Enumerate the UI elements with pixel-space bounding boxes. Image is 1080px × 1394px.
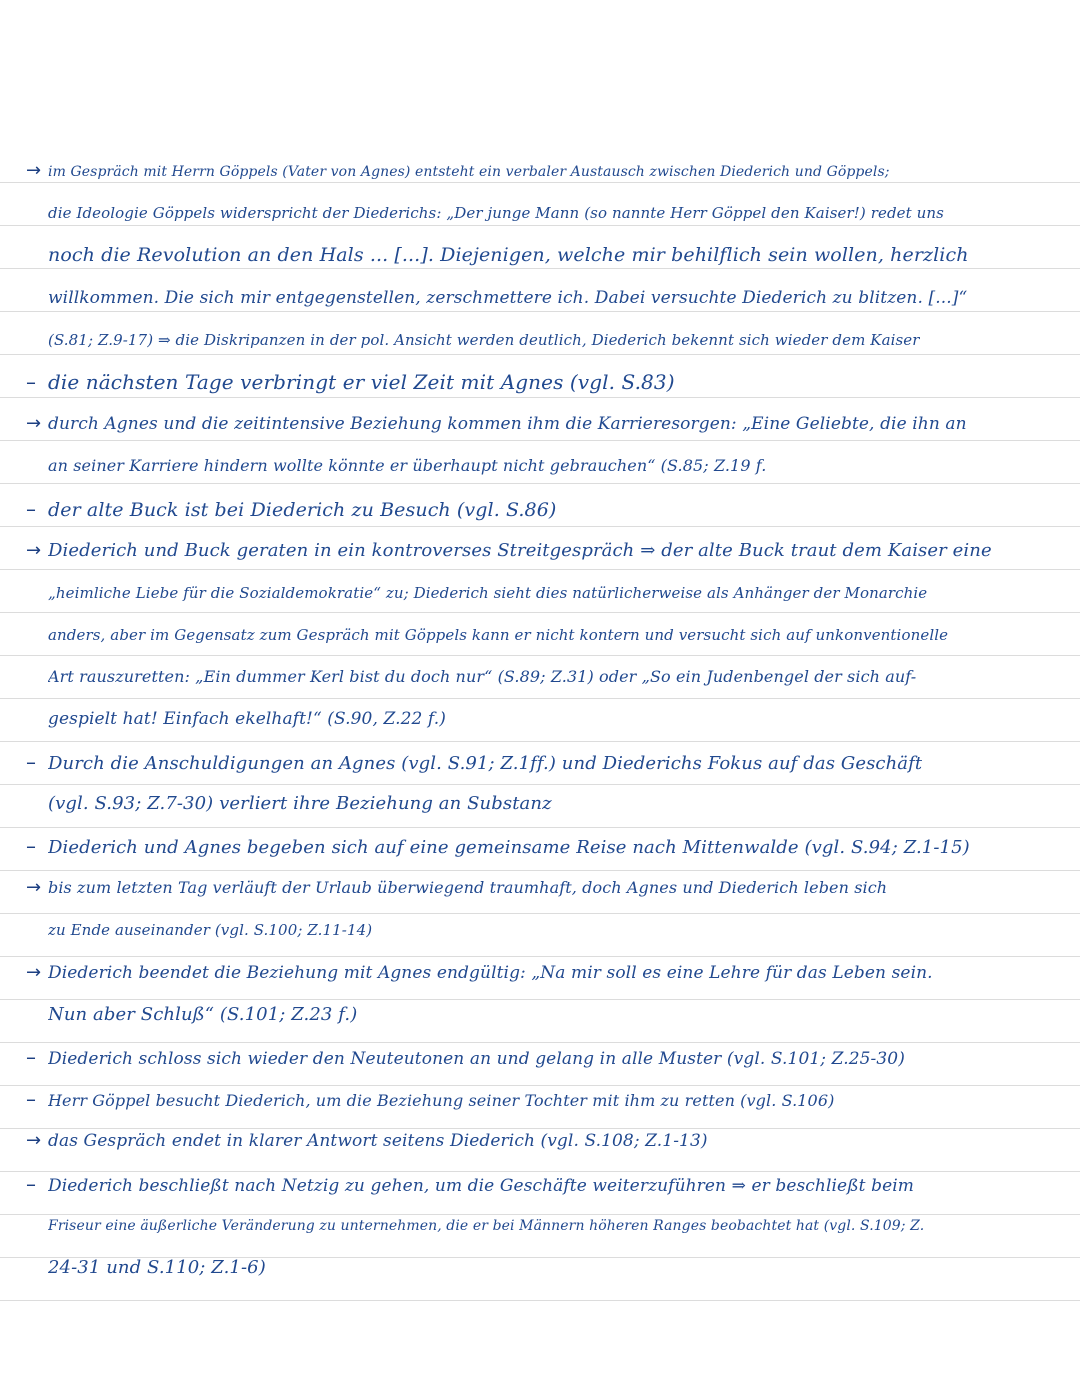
note-line [26, 572, 1066, 614]
note-text: (S.81; Z.9-17) ⇒ die Diskripanzen in der pol. Ansicht werden deutlich, Diederich bekennt sich wieder dem Kaiser [48, 330, 920, 349]
note-line [26, 825, 1066, 867]
arrow-marker-icon: → [26, 413, 42, 435]
note-line [26, 234, 1066, 276]
note-text: im Gespräch mit Herrn Göppels (Vater von Agnes) entsteht ein verbaler Austausch zwischen Diederich und Göppels; [48, 164, 890, 180]
note-line [26, 1247, 1066, 1289]
note-text: Nun aber Schluß“ (S.101; Z.23 f.) [48, 1003, 358, 1025]
note-line [26, 319, 1066, 361]
note-line [26, 150, 1066, 192]
note-text: das Gespräch endet in klarer Antwort seitens Diederich (vgl. S.108; Z.1-13) [48, 1131, 708, 1152]
note-line [26, 867, 1066, 909]
note-text: zu Ende auseinander (vgl. S.100; Z.11-14) [48, 921, 373, 940]
handwritten-notes [26, 150, 1066, 1289]
note-line [26, 698, 1066, 740]
note-text: Diederich beendet die Beziehung mit Agnes endgültig: „Na mir soll es eine Lehre für das Leben sein. [48, 962, 933, 983]
arrow-marker-icon: → [26, 1130, 42, 1152]
note-text: an seiner Karriere hindern wollte könnte er überhaupt nicht gebrauchen“ (S.85; Z.19 f. [48, 456, 767, 476]
note-line [26, 994, 1066, 1036]
note-line [26, 277, 1066, 319]
note-line [26, 445, 1066, 487]
note-line [26, 403, 1066, 445]
note-line [26, 361, 1066, 403]
note-line [26, 614, 1066, 656]
note-line [26, 952, 1066, 994]
note-text: Diederich und Agnes begeben sich auf eine gemeinsame Reise nach Mittenwalde (vgl. S.94; Z.1-15) [48, 837, 970, 858]
note-text: willkommen. Die sich mir entgegenstellen, zerschmettere ich. Dabei versuchte Diederich zu blitzen. [...]“ [48, 287, 968, 308]
note-text: Friseur eine äußerliche Veränderung zu unternehmen, die er bei Männern höheren Ranges beobachtet hat (vgl. S.109; Z. [48, 1217, 925, 1234]
arrow-marker-icon: → [26, 961, 42, 983]
dash-marker-icon: – [26, 1044, 37, 1069]
note-line [26, 1036, 1066, 1078]
note-text: anders, aber im Gegensatz zum Gespräch mit Göppels kann er nicht kontern und versucht sich auf unkonventionelle [48, 626, 949, 645]
note-line [26, 488, 1066, 530]
note-line [26, 741, 1066, 783]
arrow-marker-icon: → [26, 160, 42, 181]
dash-marker-icon: – [26, 749, 37, 774]
note-text: Art rauszuretten: „Ein dummer Kerl bist du doch nur“ (S.89; Z.31) oder „So ein Judenbengel der sich auf- [48, 667, 917, 687]
dash-marker-icon: – [26, 834, 37, 858]
arrow-marker-icon: → [26, 877, 42, 899]
note-text: noch die Revolution an den Hals ... [...]. Diejenigen, welche mir behilflich sein wollen, herzlich [48, 244, 969, 267]
note-line [26, 1078, 1066, 1120]
dash-marker-icon: – [26, 369, 37, 394]
note-line [26, 1205, 1066, 1247]
note-text: Durch die Anschuldigungen an Agnes (vgl. S.91; Z.1ff.) und Diederichs Fokus auf das Geschäft [48, 752, 923, 774]
note-text: Diederich beschließt nach Netzig zu gehen, um die Geschäfte weiterzuführen ⇒ er beschließt beim [48, 1175, 915, 1196]
dash-marker-icon: – [26, 1171, 37, 1196]
note-text: 24-31 und S.110; Z.1-6) [48, 1256, 266, 1278]
note-text: bis zum letzten Tag verläuft der Urlaub überwiegend traumhaft, doch Agnes und Diederich leben sich [48, 878, 888, 898]
dash-marker-icon: – [26, 496, 37, 521]
note-text: Herr Göppel besucht Diederich, um die Beziehung seiner Tochter mit ihm zu retten (vgl. S.106) [48, 1091, 835, 1111]
note-text: (vgl. S.93; Z.7-30) verliert ihre Beziehung an Substanz [48, 792, 552, 814]
note-line [26, 783, 1066, 825]
note-text: der alte Buck ist bei Diederich zu Besuch (vgl. S.86) [48, 498, 557, 521]
arrow-marker-icon: → [26, 539, 42, 561]
note-line [26, 656, 1066, 698]
note-text: Diederich und Buck geraten in ein kontroverses Streitgespräch ⇒ der alte Buck traut dem Kaiser eine [48, 539, 992, 561]
note-line [26, 909, 1066, 951]
note-line [26, 192, 1066, 234]
note-line [26, 1120, 1066, 1162]
note-text: die nächsten Tage verbringt er viel Zeit mit Agnes (vgl. S.83) [48, 369, 675, 394]
note-text: durch Agnes und die zeitintensive Beziehung kommen ihm die Karrieresorgen: „Eine Geliebte, die ihn an [48, 414, 967, 435]
note-text: die Ideologie Göppels widerspricht der Diederichs: „Der junge Mann (so nannte Herr Göppel den Kaiser!) redet uns [48, 204, 944, 223]
note-line [26, 1163, 1066, 1205]
dash-marker-icon: – [26, 1087, 37, 1112]
note-line [26, 530, 1066, 572]
note-text: Diederich schloss sich wieder den Neuteutonen an und gelang in alle Muster (vgl. S.101; Z.25-30) [48, 1048, 905, 1069]
note-text: gespielt hat! Einfach ekelhaft!“ (S.90, Z.22 f.) [48, 709, 446, 730]
note-text: „heimliche Liebe für die Sozialdemokratie“ zu; Diederich sieht dies natürlicherweise als Anhänger der Monarchie [48, 583, 928, 602]
